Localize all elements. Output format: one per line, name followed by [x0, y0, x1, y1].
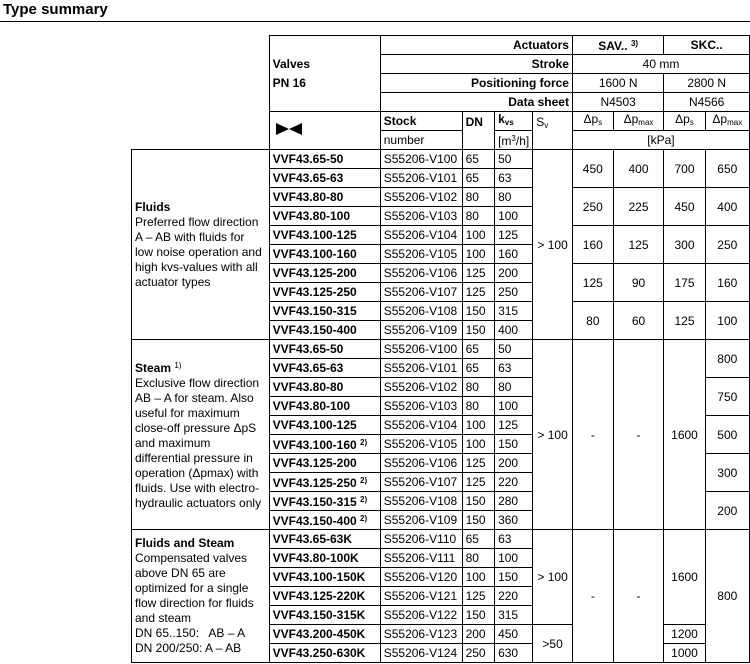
sav-dps-cell: - [572, 530, 613, 663]
dn-cell: 100 [462, 416, 494, 435]
kvs-cell: 150 [495, 435, 533, 454]
stock-cell: S55206-V121 [380, 587, 462, 606]
sav-header [572, 36, 663, 55]
model-cell [269, 416, 380, 435]
skc-dpmax-cell: 750 [705, 378, 749, 416]
model-name: VVF43.125-200 [272, 456, 357, 470]
skc-dps-cell: 450 [664, 188, 705, 226]
dn-cell: 80 [462, 378, 494, 397]
stock-cell: S55206-V124 [380, 644, 462, 663]
sv-main: S [536, 115, 545, 129]
valve-symbol-icon [276, 123, 302, 138]
sav-dps-header [572, 112, 613, 131]
model-cell [269, 454, 380, 473]
stock-cell: S55206-V103 [380, 397, 462, 416]
skc-dps-cell: 1200 [664, 625, 705, 644]
model-cell: VVF43.200-450K [269, 625, 380, 644]
skc-force: 2800 N [664, 74, 750, 93]
dn-cell: 80 [462, 188, 494, 207]
model-name: VVF43.80-100 [272, 399, 351, 413]
desc-line: A – AB with fluids for [135, 229, 245, 244]
stock-label: Stock [380, 112, 462, 131]
dn-cell: 150 [462, 492, 494, 511]
kvs-cell: 100 [495, 549, 533, 568]
sav-dpmax-cell: 225 [613, 188, 664, 226]
stock-cell: S55206-V109 [380, 511, 462, 530]
kvs-cell: 50 [495, 340, 533, 359]
stock-cell: S55206-V101 [380, 359, 462, 378]
desc-line: actuator types [135, 274, 211, 289]
dn-cell: 125 [462, 454, 494, 473]
desc-line: optimized for a single [135, 581, 249, 595]
stock-cell: S55206-V111 [380, 549, 462, 568]
model-cell: VVF43.80-80 [269, 188, 380, 207]
sv-cell: >50 [533, 625, 573, 663]
stock-cell: S55206-V103 [380, 207, 462, 226]
sv-sub: v [544, 121, 549, 130]
stock-cell: S55206-V105 [380, 245, 462, 264]
kvs-main: k [498, 112, 505, 126]
desc-line: hydraulic actuators only [135, 496, 262, 510]
kvs-cell: 315 [495, 302, 533, 321]
kvs-cell: 200 [495, 264, 533, 283]
skc-dpmax-header [705, 112, 749, 131]
model-cell: VVF43.125-220K [269, 587, 380, 606]
skc-dpmax-cell: 400 [705, 188, 749, 226]
kvs-cell: 160 [495, 245, 533, 264]
stroke-value: 40 mm [572, 55, 749, 74]
model-cell: VVF43.125-200 [269, 264, 380, 283]
kvs-cell: 63 [495, 169, 533, 188]
desc-line: useful for maximum [135, 406, 240, 420]
corner-blank [132, 112, 270, 131]
sv-cell: > 100 [533, 340, 573, 530]
kpa-label: [kPa] [572, 131, 749, 150]
dn-cell: 80 [462, 207, 494, 226]
dps-sub: s [689, 118, 694, 127]
model-cell [269, 473, 380, 492]
stock-cell: S55206-V109 [380, 321, 462, 340]
sav-dps-cell: 80 [572, 302, 613, 340]
model-cell: VVF43.65-63 [269, 169, 380, 188]
positioning-force-label: Positioning force [380, 74, 572, 93]
desc-line: DN 65..150: AB – A [135, 626, 246, 640]
desc-line: flow direction for fluids [135, 596, 254, 610]
skc-dpmax-cell: 650 [705, 150, 749, 188]
stock-cell: S55206-V107 [380, 283, 462, 302]
kvs-cell: 63 [495, 359, 533, 378]
model-name: VVF43.100-125 [272, 418, 357, 432]
model-cell [269, 511, 380, 530]
actuators-label: Actuators [380, 36, 572, 55]
corner-blank [132, 93, 270, 112]
kvs-cell: 100 [495, 207, 533, 226]
dn-cell: 80 [462, 549, 494, 568]
dn-cell: 200 [462, 625, 494, 644]
sav-datasheet: N4503 [572, 93, 663, 112]
model-cell: VVF43.100-125 [269, 226, 380, 245]
kvs-sub: vs [504, 118, 514, 127]
dn-cell: 100 [462, 245, 494, 264]
sav-force: 1600 N [572, 74, 663, 93]
skc-dpmax-cell: 300 [705, 454, 749, 492]
kvs-unit-prefix: [m [498, 134, 512, 148]
dn-cell: 65 [462, 169, 494, 188]
stock-cell: S55206-V106 [380, 454, 462, 473]
model-cell: VVF43.250-630K [269, 644, 380, 663]
stock-cell: S55206-V102 [380, 378, 462, 397]
model-cell: VVF43.100-160 [269, 245, 380, 264]
sav-dpmax-cell: - [613, 340, 664, 530]
dn-cell: 150 [462, 511, 494, 530]
table-row [132, 150, 750, 169]
dps-main: Δp [675, 112, 690, 126]
kvs-header [495, 112, 533, 131]
corner-blank [132, 131, 270, 150]
desc-line: operation (Δpmax) with [135, 466, 259, 480]
steam-note: 1) [174, 361, 182, 370]
valve-symbol-cell [269, 112, 380, 150]
model-cell [269, 492, 380, 511]
stock-cell: S55206-V106 [380, 264, 462, 283]
desc-line: DN 200/250: A – AB [135, 641, 242, 655]
dn-cell: 250 [462, 644, 494, 663]
stock-cell: S55206-V102 [380, 188, 462, 207]
model-cell: VVF43.65-50 [269, 150, 380, 169]
kvs-cell: 100 [495, 397, 533, 416]
kvs-unit-suffix: /h] [515, 134, 530, 148]
dn-cell: 65 [462, 530, 494, 549]
model-note: 2) [360, 495, 368, 504]
kvs-cell: 125 [495, 416, 533, 435]
skc-dpmax-cell: 800 [705, 530, 749, 663]
skc-dpmax-cell: 800 [705, 340, 749, 378]
kvs-cell: 630 [495, 644, 533, 663]
kvs-cell: 450 [495, 625, 533, 644]
sv-cell: > 100 [533, 530, 573, 625]
model-name: VVF43.150-400 [272, 514, 357, 528]
kvs-cell: 220 [495, 473, 533, 492]
model-cell [269, 359, 380, 378]
sv-header [533, 112, 573, 150]
dn-cell: 65 [462, 359, 494, 378]
dpmax-main: Δp [623, 112, 639, 126]
model-note: 2) [360, 514, 368, 523]
kvs-cell: 80 [495, 188, 533, 207]
corner-blank [132, 55, 270, 74]
fluids-description [132, 150, 270, 340]
dpmax-sub: max [638, 118, 654, 127]
page-title: Type summary [3, 1, 108, 18]
dps-sub: s [598, 118, 603, 127]
skc-dpmax-cell: 200 [705, 492, 749, 530]
sav-dpmax-header [613, 112, 664, 131]
skc-dps-cell: 1000 [664, 644, 705, 663]
sav-dps-cell: 250 [572, 188, 613, 226]
sav-note: 3) [630, 39, 639, 48]
model-name: VVF43.80-80 [272, 380, 344, 394]
model-cell: VVF43.150-315K [269, 606, 380, 625]
stock-cell: S55206-V108 [380, 492, 462, 511]
desc-line: low noise operation and [135, 244, 262, 259]
stock-cell: S55206-V123 [380, 625, 462, 644]
skc-dps-cell: 1600 [664, 530, 705, 625]
desc-line: Compensated valves [135, 551, 248, 565]
skc-dpmax-cell: 100 [705, 302, 749, 340]
kvs-unit-sup: 3 [511, 134, 516, 143]
steam-title: Steam [135, 361, 172, 375]
fluids-title: Fluids [135, 199, 171, 214]
stock-cell: S55206-V101 [380, 169, 462, 188]
sav-dpmax-cell: 125 [613, 226, 664, 264]
valves-label: Valves [272, 56, 310, 71]
kvs-cell: 400 [495, 321, 533, 340]
kvs-cell: 150 [495, 568, 533, 587]
sav-dpmax-cell: 400 [613, 150, 664, 188]
model-cell [269, 378, 380, 397]
kvs-cell: 80 [495, 378, 533, 397]
fluids-steam-title: Fluids and Steam [135, 536, 235, 550]
skc-dps-cell: 175 [664, 264, 705, 302]
corner-blank [132, 74, 270, 93]
model-name: VVF43.65-50 [272, 342, 344, 356]
skc-dps-cell: 125 [664, 302, 705, 340]
dn-cell: 65 [462, 150, 494, 169]
model-cell [269, 435, 380, 454]
sav-dps-cell: - [572, 340, 613, 530]
dn-cell: 125 [462, 587, 494, 606]
skc-dps-cell: 300 [664, 226, 705, 264]
number-label: number [380, 131, 462, 150]
model-name: VVF43.125-250 [272, 476, 357, 490]
fluids-steam-description [132, 530, 270, 663]
skc-dpmax-cell: 250 [705, 226, 749, 264]
desc-line: above DN 65 are [135, 566, 226, 580]
kvs-cell: 200 [495, 454, 533, 473]
sav-dpmax-cell: 90 [613, 264, 664, 302]
stock-cell: S55206-V100 [380, 340, 462, 359]
skc-dps-header [664, 112, 705, 131]
model-cell [269, 340, 380, 359]
model-name: VVF43.150-315 [272, 495, 357, 509]
stock-cell: S55206-V100 [380, 150, 462, 169]
title-divider [0, 21, 750, 22]
sav-dps-cell: 125 [572, 264, 613, 302]
dpmax-main: Δp [712, 112, 728, 126]
dps-main: Δp [583, 112, 599, 126]
steam-description [132, 340, 270, 530]
stock-cell: S55206-V110 [380, 530, 462, 549]
skc-dpmax-cell: 500 [705, 416, 749, 454]
stock-cell: S55206-V122 [380, 606, 462, 625]
pn-label: PN 16 [272, 75, 306, 90]
model-cell [269, 397, 380, 416]
dn-cell: 100 [462, 568, 494, 587]
dn-cell: 80 [462, 397, 494, 416]
dn-cell: 100 [462, 435, 494, 454]
dn-cell: 150 [462, 321, 494, 340]
desc-line: close-off pressure ΔpS [135, 421, 257, 435]
desc-line: AB – A for steam. Also [135, 391, 254, 405]
desc-line: and steam [135, 611, 192, 625]
skc-dpmax-cell: 160 [705, 264, 749, 302]
kvs-unit [495, 131, 533, 150]
model-cell: VVF43.150-400 [269, 321, 380, 340]
sav-dpmax-cell: - [613, 530, 664, 663]
dn-cell: 150 [462, 302, 494, 321]
sav-dps-cell: 450 [572, 150, 613, 188]
stock-cell: S55206-V104 [380, 416, 462, 435]
dn-label: DN [462, 112, 494, 150]
desc-line: and maximum [135, 436, 211, 450]
type-summary-table [131, 35, 750, 663]
dpmax-sub: max [727, 118, 743, 127]
model-note: 2) [360, 438, 368, 447]
kvs-cell: 63 [495, 530, 533, 549]
dn-cell: 150 [462, 606, 494, 625]
desc-line: Exclusive flow direction [135, 376, 260, 390]
skc-dps-cell: 1600 [664, 340, 705, 530]
stock-cell: S55206-V104 [380, 226, 462, 245]
desc-line: Preferred flow direction [135, 214, 259, 229]
stroke-label: Stroke [380, 55, 572, 74]
dn-cell: 65 [462, 340, 494, 359]
valves-header [269, 36, 380, 112]
kvs-cell: 125 [495, 226, 533, 245]
kvs-cell: 50 [495, 150, 533, 169]
dn-cell: 125 [462, 473, 494, 492]
corner-blank [132, 36, 270, 55]
skc-datasheet: N4566 [664, 93, 750, 112]
model-cell: VVF43.125-250 [269, 283, 380, 302]
sav-dps-cell: 160 [572, 226, 613, 264]
dn-cell: 100 [462, 226, 494, 245]
kvs-cell: 250 [495, 283, 533, 302]
desc-line: high kvs-values with all [135, 259, 258, 274]
sav-dpmax-cell: 60 [613, 302, 664, 340]
model-cell: VVF43.100-150K [269, 568, 380, 587]
stock-cell: S55206-V108 [380, 302, 462, 321]
table-row [132, 340, 750, 359]
model-cell: VVF43.80-100K [269, 549, 380, 568]
data-sheet-label: Data sheet [380, 93, 572, 112]
model-note: 2) [360, 476, 368, 485]
kvs-cell: 280 [495, 492, 533, 511]
kvs-cell: 360 [495, 511, 533, 530]
model-name: VVF43.100-160 [272, 438, 357, 452]
stock-cell: S55206-V105 [380, 435, 462, 454]
desc-line: differential pressure in [135, 451, 253, 465]
model-name: VVF43.65-63 [272, 361, 344, 375]
model-cell: VVF43.80-100 [269, 207, 380, 226]
skc-label: SKC.. [664, 36, 750, 55]
dn-cell: 125 [462, 283, 494, 302]
desc-line: fluids. Use with electro- [135, 481, 260, 495]
dn-cell: 125 [462, 264, 494, 283]
kvs-cell: 315 [495, 606, 533, 625]
sv-cell: > 100 [533, 150, 573, 340]
skc-dps-cell: 700 [664, 150, 705, 188]
model-cell: VVF43.65-63K [269, 530, 380, 549]
kvs-cell: 220 [495, 587, 533, 606]
stock-cell: S55206-V107 [380, 473, 462, 492]
table-row [132, 530, 750, 549]
sav-label: SAV.. [598, 39, 628, 53]
model-cell: VVF43.150-315 [269, 302, 380, 321]
stock-cell: S55206-V120 [380, 568, 462, 587]
